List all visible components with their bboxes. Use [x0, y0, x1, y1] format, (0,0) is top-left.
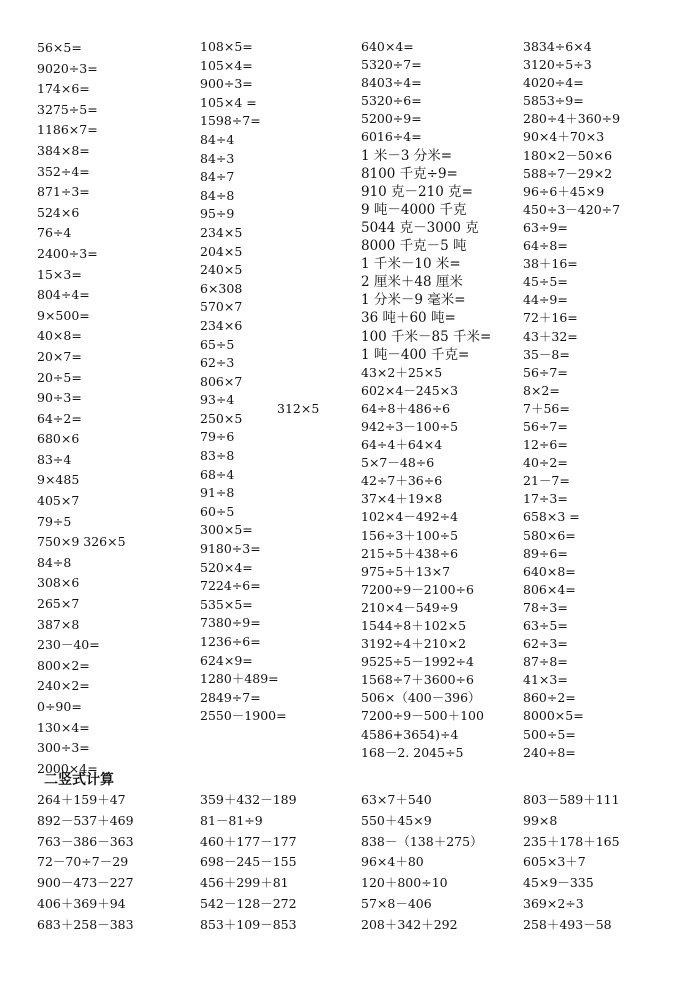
- vertical-problem-item: 698－245－155: [200, 854, 297, 870]
- vertical-problem-item: 838－（138＋275）: [361, 833, 483, 849]
- vertical-column-3: [361, 790, 521, 936]
- problem-item: 64÷4＋64×4: [361, 437, 443, 453]
- problem-item: 8403÷4=: [361, 75, 422, 91]
- problem-item: 265×7: [37, 596, 80, 612]
- problem-item: 91÷8: [200, 485, 235, 501]
- problem-item: 5044 克－3000 克: [361, 219, 479, 236]
- problem-item: 806×4=: [523, 581, 576, 597]
- problem-item: 76÷4: [37, 225, 72, 241]
- vertical-problem-item: 550＋45×9: [361, 812, 432, 828]
- problem-item: 45÷5=: [523, 274, 568, 290]
- vertical-column-2: [200, 790, 360, 936]
- vertical-problem-item: 359＋432－189: [200, 792, 297, 807]
- problem-item: 1 分米－9 毫米=: [361, 292, 466, 309]
- problem-item: 5320÷6=: [361, 93, 422, 109]
- problem-item: 56×5=: [37, 40, 82, 55]
- problem-item: 65÷5: [200, 336, 235, 352]
- problem-item: 1544÷8＋102×5: [361, 618, 467, 633]
- problem-item: 7224÷6=: [200, 578, 261, 594]
- problem-item: 64÷8=: [523, 238, 568, 254]
- problem-item: 0÷90=: [37, 699, 82, 714]
- problem-item: 3834÷6×4: [523, 39, 592, 54]
- vertical-problem-item: 456＋299＋81: [200, 875, 289, 891]
- vertical-problem-item: 99×8: [523, 812, 558, 828]
- problem-item: 7380÷9=: [200, 615, 261, 631]
- problem-item: 1 米－3 分米=: [361, 147, 453, 164]
- problem-item: 44÷9=: [523, 292, 568, 308]
- problem-item: 84÷8: [37, 554, 72, 570]
- problem-item: 450÷3－420÷7: [523, 201, 621, 217]
- vertical-problem-item: 605×3＋7: [523, 854, 586, 870]
- problem-item: 387×8: [37, 616, 80, 632]
- problem-item: 910 克－210 克=: [361, 183, 473, 200]
- problem-item: 21－7=: [523, 473, 570, 489]
- vertical-problem-item: 542－128－272: [200, 895, 297, 911]
- problem-item: 804÷4=: [37, 287, 90, 303]
- problem-item: 43×2＋25×5: [361, 364, 443, 380]
- problem-item: 500÷5=: [523, 726, 576, 742]
- problem-item: 204×5: [200, 243, 243, 259]
- problem-item: 580×6=: [523, 527, 576, 543]
- vertical-problem-item: 72－70÷7－29: [37, 854, 129, 870]
- vertical-problem-item: 57×8－406: [361, 895, 432, 911]
- problem-item: 96÷6＋45×9: [523, 183, 605, 199]
- problem-item: 130×4=: [37, 719, 90, 735]
- problem-item: 9×500=: [37, 307, 90, 323]
- problem-item: 93÷4: [200, 392, 235, 408]
- problem-item: 640×4=: [361, 39, 414, 54]
- problem-item: 9020÷3=: [37, 60, 98, 76]
- vertical-problem-item: 900－473－227: [37, 875, 134, 891]
- problem-item: 78÷3=: [523, 599, 568, 615]
- vertical-problem-item: 63×7＋540: [361, 792, 432, 807]
- problem-item: 860÷2=: [523, 690, 576, 706]
- problem-item: 5853÷9=: [523, 93, 584, 109]
- problem-item: 6×308: [200, 280, 243, 296]
- problem-item: 40÷2=: [523, 455, 568, 471]
- problem-item: 300×5=: [200, 522, 253, 538]
- problem-item: 1568÷7＋3600÷6: [361, 672, 474, 688]
- vertical-problem-item: 853＋109－853: [200, 916, 297, 932]
- vertical-problem-item: 460＋177－177: [200, 833, 297, 849]
- problem-item: 234×6: [200, 317, 243, 333]
- problem-item: 4586+3654)÷4: [361, 726, 459, 742]
- vertical-problem-item: 235＋178＋165: [523, 833, 620, 849]
- problem-item: 64÷2=: [37, 410, 82, 426]
- problem-item: 41×3=: [523, 672, 568, 688]
- problem-item: 174×6=: [37, 81, 90, 97]
- problem-item: 524×6: [37, 204, 80, 220]
- problem-item: 108×5=: [200, 39, 253, 54]
- problem-item: 2 厘米＋48 厘米: [361, 274, 463, 291]
- problem-item: 9 吨－4000 千克: [361, 201, 467, 218]
- section-title: 二竖式计算: [44, 772, 114, 788]
- problem-item: 215÷5＋438÷6: [361, 545, 459, 561]
- problem-item: 750×9 326×5: [37, 534, 126, 550]
- vertical-problem-item: 803－589＋111: [523, 792, 620, 807]
- problem-item: 975÷5＋13×7: [361, 563, 451, 579]
- problem-item: 8100 千克÷9=: [361, 165, 458, 182]
- problem-item: 79÷6: [200, 429, 235, 445]
- problem-item: 240×5: [200, 262, 243, 278]
- problem-item: 20÷5=: [37, 369, 82, 385]
- column-1: [37, 38, 197, 779]
- problem-item: 83÷8: [200, 448, 235, 464]
- problem-item: 1598÷7=: [200, 113, 261, 129]
- problem-item: 60÷5: [200, 503, 235, 519]
- problem-item: 168－2. 2045÷5: [361, 744, 464, 760]
- problem-item: 658×3 =: [523, 509, 580, 525]
- problem-item: 38＋16=: [523, 256, 578, 272]
- problem-item: 35－8=: [523, 346, 570, 362]
- problem-item: 1236÷6=: [200, 634, 261, 649]
- vertical-problem-item: 763－386－363: [37, 833, 134, 849]
- vertical-column-1: [37, 790, 197, 936]
- problem-item: 250×5: [200, 410, 243, 426]
- problem-item: 5×7－48÷6: [361, 455, 435, 471]
- problem-item: 63÷9=: [523, 219, 568, 235]
- problem-item: 280÷4＋360÷9: [523, 111, 621, 127]
- problem-item: 3192÷4＋210×2: [361, 636, 467, 652]
- problem-item: 40×8=: [37, 328, 82, 344]
- problem-item: 624×9=: [200, 652, 253, 668]
- problem-item: 588÷7－29×2: [523, 165, 613, 181]
- problem-item: 384×8=: [37, 142, 90, 158]
- problem-item: 680×6: [37, 431, 80, 447]
- vertical-problem-item: 264＋159＋47: [37, 792, 126, 807]
- problem-item: 4020÷4=: [523, 75, 584, 91]
- problem-item: 36 吨＋60 吨=: [361, 310, 456, 327]
- problem-item: 20×7=: [37, 348, 82, 364]
- problem-item: 5200÷9=: [361, 111, 422, 127]
- vertical-problem-item: 120＋800÷10: [361, 875, 448, 891]
- vertical-problem-item: 45×9－335: [523, 875, 594, 891]
- problem-item: 9525÷5－1992÷4: [361, 654, 474, 670]
- problem-item: 84÷4: [200, 131, 235, 147]
- problem-item: 6016÷4=: [361, 129, 422, 145]
- problem-item: 640×8=: [523, 563, 576, 579]
- problem-item: 56÷7=: [523, 364, 568, 380]
- problem-item: 95÷9: [200, 206, 235, 222]
- problem-item: 8000×5=: [523, 708, 584, 724]
- problem-item: 240÷8=: [523, 744, 576, 760]
- problem-item: 210×4－549÷9: [361, 599, 459, 615]
- problem-item: 300÷3=: [37, 740, 90, 756]
- column-2: [200, 38, 360, 726]
- vertical-problem-item: 208＋342＋292: [361, 916, 458, 932]
- vertical-problem-item: 892－537＋469: [37, 812, 134, 828]
- problem-item: 105×4=: [200, 57, 253, 73]
- problem-item: 84÷7: [200, 169, 235, 185]
- problem-item: 43＋32=: [523, 328, 578, 344]
- vertical-column-4: [523, 790, 683, 936]
- problem-item: 9×485: [37, 472, 80, 488]
- problem-item: 56÷7=: [523, 418, 568, 434]
- problem-item: 806×7: [200, 373, 243, 389]
- problem-item: 12÷6=: [523, 437, 568, 453]
- vertical-problem-item: 258＋493－58: [523, 916, 612, 932]
- problem-item: 506×（400－396）: [361, 690, 481, 706]
- problem-item: 8000 千克－5 吨: [361, 238, 467, 255]
- problem-item: 1186×7=: [37, 122, 98, 138]
- problem-item: 900÷3=: [200, 76, 253, 92]
- problem-item: 17÷3=: [523, 491, 568, 507]
- problem-item: 520×4=: [200, 559, 253, 575]
- problem-item: 37×4＋19×8: [361, 491, 443, 507]
- problem-item: 89÷6=: [523, 545, 568, 561]
- problem-item: 72＋16=: [523, 310, 578, 326]
- problem-item: 42÷7＋36÷6: [361, 473, 443, 489]
- problem-item: 570×7: [200, 299, 243, 315]
- problem-item: 180×2－50×6: [523, 147, 613, 163]
- problem-item: 942÷3－100÷5: [361, 418, 459, 434]
- problem-item: 7200÷9－500＋100: [361, 708, 484, 724]
- problem-item: 15×3=: [37, 266, 82, 282]
- problem-item: 352÷4=: [37, 163, 90, 179]
- problem-item: 105×4 =: [200, 94, 257, 110]
- problem-item: 87÷8=: [523, 654, 568, 670]
- problem-item: 2550－1900=: [200, 708, 287, 724]
- vertical-problem-item: 406＋369＋94: [37, 895, 126, 911]
- problem-item: 62÷3: [200, 355, 235, 371]
- problem-item: 2849÷7=: [200, 689, 261, 705]
- vertical-problem-item: 81－81÷9: [200, 812, 263, 828]
- problem-item: 90×4＋70×3: [523, 129, 605, 145]
- problem-item: 535×5=: [200, 596, 253, 612]
- problem-item: 3120÷5÷3: [523, 57, 592, 73]
- problem-item: 308×6: [37, 575, 80, 591]
- problem-item: 2400÷3=: [37, 245, 98, 261]
- problem-item: 9180÷3=: [200, 541, 261, 557]
- problem-item: 602×4－245×3: [361, 382, 459, 398]
- problem-item: 800×2=: [37, 657, 90, 673]
- vertical-problem-item: 96×4＋80: [361, 854, 424, 870]
- column-3: [361, 38, 521, 762]
- problem-item: 7＋56=: [523, 400, 570, 416]
- problem-item: 2000×4=: [37, 760, 98, 776]
- problem-item: 62÷3=: [523, 636, 568, 652]
- problem-item: 405×7: [37, 493, 80, 509]
- problem-item: 7200÷9－2100÷6: [361, 581, 474, 597]
- problem-item: 84÷8: [200, 187, 235, 203]
- problem-item: 90÷3=: [37, 390, 82, 406]
- problem-item: 84÷3: [200, 150, 235, 166]
- column-4: [523, 38, 683, 762]
- vertical-problem-item: 683＋258－383: [37, 916, 134, 932]
- problem-item: 234×5: [200, 224, 243, 240]
- problem-item: 3275÷5=: [37, 101, 98, 117]
- problem-item: 871÷3=: [37, 184, 90, 200]
- problem-item: 100 千米－85 千米=: [361, 328, 492, 345]
- problem-item: 8×2=: [523, 382, 560, 398]
- problem-item: 83÷4: [37, 451, 72, 467]
- extra-problem: 312×5: [277, 401, 320, 416]
- problem-item: 102×4－492÷4: [361, 509, 459, 525]
- problem-item: 1 吨－400 千克=: [361, 346, 470, 363]
- vertical-problem-item: 369×2÷3: [523, 895, 584, 911]
- problem-item: 1 千米－10 米=: [361, 256, 461, 273]
- problem-item: 64÷8＋486÷6: [361, 400, 451, 416]
- problem-item: 5320÷7=: [361, 57, 422, 73]
- problem-item: 63÷5=: [523, 618, 568, 633]
- problem-item: 79÷5: [37, 513, 72, 529]
- problem-item: 230－40=: [37, 637, 100, 653]
- problem-item: 68÷4: [200, 466, 235, 482]
- problem-item: 1280＋489=: [200, 671, 279, 687]
- problem-item: 156÷3＋100÷5: [361, 527, 459, 543]
- problem-item: 240×2=: [37, 678, 90, 694]
